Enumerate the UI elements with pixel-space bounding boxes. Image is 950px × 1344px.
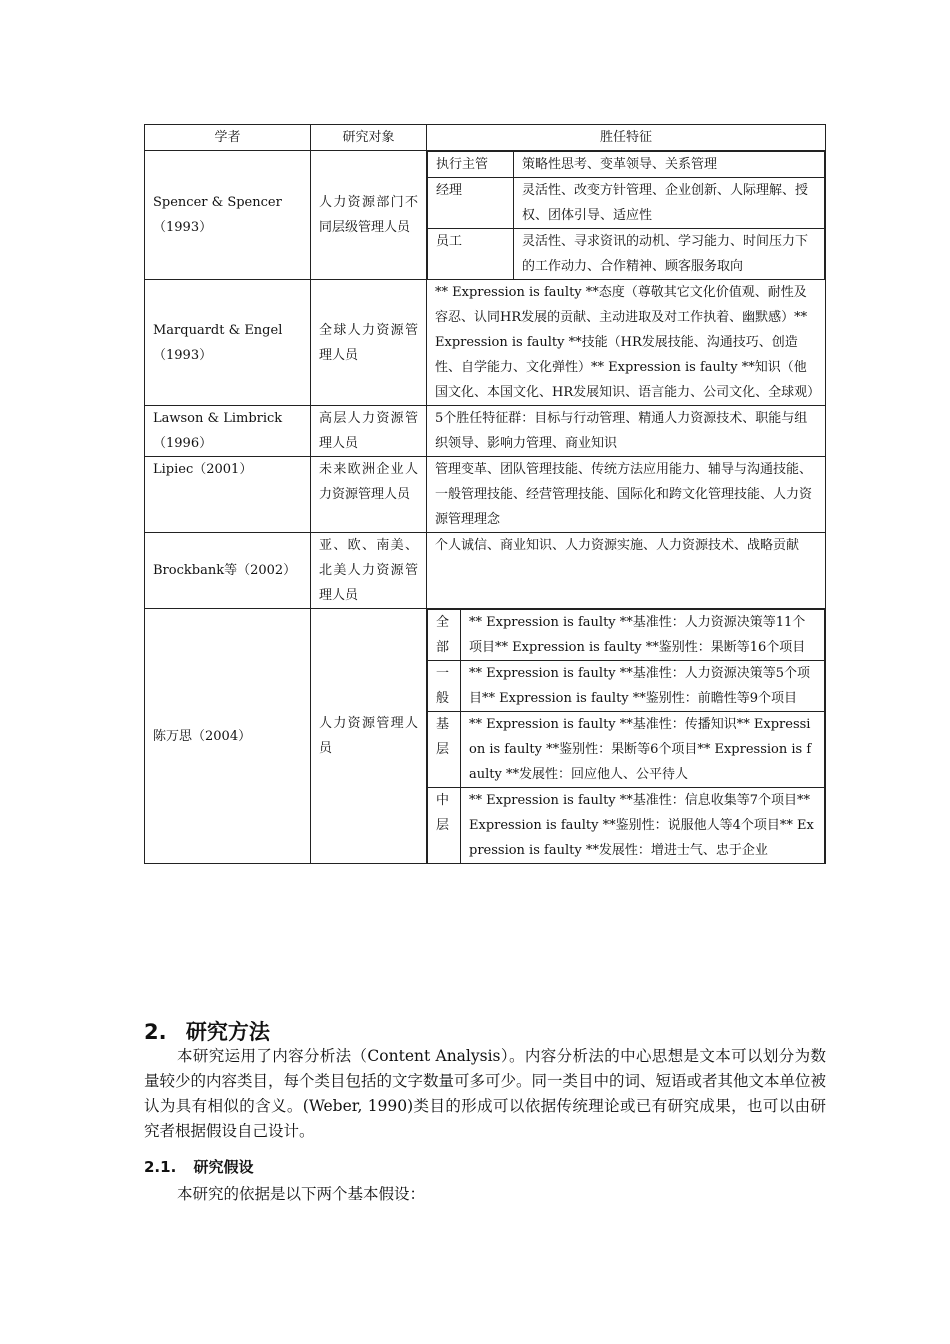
scholar-cell: Spencer & Spencer（1993）: [145, 151, 311, 280]
level-row: [428, 661, 825, 712]
features-cell: ** Expression is faulty **态度（尊敬其它文化价值观、耐性及容忍、认同HR发展的贡献、主动进取及对工作执着、幽默感）** Expression is faulty **技能（HR发展技能、沟通技巧、创造性、自学能力、文化弹性）** Expression is faulty **知识（他国文化、本国文化、HR发展知识、语言能力、公司文化、全球观）: [427, 280, 826, 406]
table-row: [145, 533, 826, 609]
table-row: [145, 609, 826, 864]
table-row: [145, 151, 826, 280]
subsection-heading: [144, 1156, 254, 1177]
level-subtable: [427, 609, 825, 863]
subsection-number: 2.1.: [144, 1158, 177, 1176]
level-subtable: [427, 151, 825, 279]
features-cell: 管理变革、团队管理技能、传统方法应用能力、辅导与沟通技能、一般管理技能、经营管理技能、国际化和跨文化管理技能、人力资源管理理念: [427, 457, 826, 533]
level-label: 执行主管: [436, 157, 489, 172]
subsection-paragraph: 本研究的依据是以下两个基本假设：: [177, 1185, 426, 1203]
level-row: [428, 229, 825, 280]
level-row: [428, 788, 825, 864]
subject-cell: 亚、欧、南美、北美人力资源管理人员: [311, 533, 427, 609]
level-label: 基层: [436, 717, 450, 757]
level-features: 策略性思考、变革领导、关系管理: [522, 157, 718, 172]
level-row: [428, 178, 825, 229]
table-row: [145, 406, 826, 457]
level-label: 全部: [436, 615, 450, 655]
competency-table: [144, 124, 826, 864]
level-label: 员工: [436, 234, 463, 249]
level-label: 一般: [436, 666, 450, 706]
subject-cell: 全球人力资源管理人员: [311, 280, 427, 406]
scholar-cell: Lawson & Limbrick（1996）: [145, 406, 311, 457]
table-row: [145, 280, 826, 406]
level-features: ** Expression is faulty **基准性：人力资源决策等11个项目** Expression is faulty **鉴别性：果断等16个项目: [469, 615, 806, 655]
level-row: [428, 152, 825, 178]
scholar-cell: 陈万思（2004）: [145, 609, 311, 864]
header-scholar: 学者: [145, 125, 311, 151]
level-row: [428, 712, 825, 788]
scholar-cell: Marquardt & Engel（1993）: [145, 280, 311, 406]
features-cell: 个人诚信、商业知识、人力资源实施、人力资源技术、战略贡献: [427, 533, 826, 609]
table-header-row: [145, 125, 826, 151]
section-paragraph: 本研究运用了内容分析法（Content Analysis）。内容分析法的中心思想是文本可以划分为数量较少的内容类目，每个类目包括的文字数量可多可少。同一类目中的词、短语或者其他文本单位被认为具有相似的含义。(Weber, 1990)类目的形成可以依据传统理论或已有研究成果，也可以由研究者根据假设自己设计。: [144, 1047, 827, 1140]
section-number: 2.: [144, 1020, 167, 1044]
table-row: [145, 457, 826, 533]
scholar-cell: Brockbank等（2002）: [145, 533, 311, 609]
subject-cell: 人力资源管理人员: [311, 609, 427, 864]
subject-cell: 未来欧洲企业人力资源管理人员: [311, 457, 427, 533]
features-cell: 5个胜任特征群：目标与行动管理、精通人力资源技术、职能与组织领导、影响力管理、商业知识: [427, 406, 826, 457]
level-features: ** Expression is faulty **基准性：信息收集等7个项目** Expression is faulty **鉴别性：说服他人等4个项目** Expression is faulty **发展性：增进士气、忠于企业: [469, 793, 814, 858]
subsection-title: 研究假设: [193, 1158, 254, 1176]
header-subject: 研究对象: [311, 125, 427, 151]
features-cell: [427, 609, 826, 864]
level-label: 中层: [436, 793, 450, 833]
subject-cell: 高层人力资源管理人员: [311, 406, 427, 457]
subject-cell: 人力资源部门不同层级管理人员: [311, 151, 427, 280]
level-features: ** Expression is faulty **基准性：传播知识** Expression is faulty **鉴别性：果断等6个项目** Expression is faulty **发展性：回应他人、公平待人: [469, 717, 812, 782]
level-features: 灵活性、寻求资讯的动机、学习能力、时间压力下的工作动力、合作精神、顾客服务取向: [522, 234, 809, 274]
scholar-cell: Lipiec（2001）: [145, 457, 311, 533]
features-cell: [427, 151, 826, 280]
header-features: 胜任特征: [427, 125, 826, 151]
level-features: 灵活性、改变方针管理、企业创新、人际理解、授权、团体引导、适应性: [522, 183, 809, 223]
section-title: 研究方法: [185, 1020, 270, 1044]
level-label: 经理: [436, 183, 463, 198]
level-row: [428, 610, 825, 661]
section-heading: [144, 1016, 270, 1046]
level-features: ** Expression is faulty **基准性：人力资源决策等5个项目** Expression is faulty **鉴别性：前瞻性等9个项目: [469, 666, 811, 706]
